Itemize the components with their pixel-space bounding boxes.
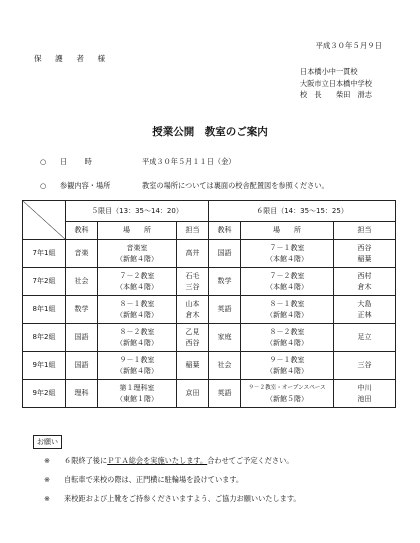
teacher-cell-line: 西谷 — [185, 338, 200, 347]
notes-label: お願い — [33, 435, 62, 449]
place-cell — [98, 352, 177, 380]
teacher-cell-line: 石毛 — [185, 271, 200, 280]
place-cell — [241, 324, 334, 352]
note-item — [44, 494, 301, 504]
teacher-cell — [334, 324, 396, 352]
table-row — [23, 324, 396, 352]
place-cell-line: ９－２教室・オープンスペース — [248, 384, 326, 391]
teacher-cell-line: 池田 — [357, 394, 372, 403]
place-cell — [98, 268, 177, 296]
teacher-cell — [334, 352, 396, 380]
note-text: ６限終了後に — [64, 456, 108, 465]
note-text: 合わせてご予定ください。 — [207, 456, 294, 465]
class-cell: 8年2組 — [23, 324, 66, 352]
table-subheader-row — [23, 222, 396, 240]
subject-cell: 英語 — [209, 380, 241, 408]
class-cell: 7年2組 — [23, 268, 66, 296]
place-cell-line: （新館４階） — [266, 338, 309, 347]
col-place: 場 所 — [98, 222, 177, 240]
teacher-cell-line: 倉木 — [357, 282, 372, 291]
place-cell-line: ７－２教室 — [269, 271, 305, 280]
teacher-cell-line: 稲葉 — [185, 361, 200, 369]
subject-cell: 社会 — [209, 352, 241, 380]
place-cell-line: 音楽室 — [126, 243, 148, 252]
corner-cell — [23, 201, 66, 240]
place-cell-line: ９－１教室 — [269, 355, 305, 364]
teacher-cell-line: 京田 — [185, 389, 200, 397]
circle-bullet-icon: ○ — [40, 157, 47, 166]
place-cell-line: ８－１教室 — [119, 299, 155, 308]
teacher-cell — [177, 380, 209, 408]
teacher-cell-line: 大島 — [357, 299, 372, 308]
place-cell-line: ８－１教室 — [269, 299, 305, 308]
place-cell-line: （新館４階） — [116, 310, 158, 319]
note-item — [44, 475, 243, 485]
info-value: 平成３０年５月１１日（金） — [142, 157, 236, 166]
info-date-row — [40, 157, 235, 167]
place-cell-line: ７－１教室 — [269, 243, 305, 252]
col-subject: 教科 — [66, 222, 98, 240]
class-cell: 9年2組 — [23, 380, 66, 408]
note-item — [44, 456, 293, 466]
place-cell-line: （新館４階） — [266, 366, 309, 375]
info-label: 参観内容・場所 — [60, 181, 111, 190]
col-teacher: 担当 — [177, 222, 209, 240]
teacher-cell — [177, 296, 209, 324]
teacher-cell-line: 山本 — [185, 299, 200, 308]
table-row — [23, 240, 396, 268]
teacher-cell-line: 高井 — [185, 249, 200, 257]
subject-cell: 数学 — [66, 296, 98, 324]
note-text-underlined: ＰＴＡ総会を実施いたします。 — [107, 456, 208, 465]
teacher-cell-line: 西村 — [357, 271, 372, 280]
place-cell — [98, 296, 177, 324]
sender-block — [300, 66, 372, 101]
note-text: 来校距および上靴をご持参くださいますよう、ご協力お願いいたします。 — [64, 494, 301, 503]
place-cell-line: （本館４階） — [116, 282, 158, 291]
table-header-row — [23, 201, 396, 222]
place-cell-line: 第１理科室 — [119, 383, 155, 392]
table-row — [23, 268, 396, 296]
period5-header: ５限目（13：35～14：20） — [66, 201, 209, 222]
place-cell — [241, 268, 334, 296]
teacher-cell-line: 三谷 — [357, 361, 372, 369]
info-place-row — [40, 181, 329, 191]
teacher-cell-line: 中川 — [357, 383, 372, 392]
place-cell-line: ８－２教室 — [119, 327, 155, 336]
recipient: 保 護 者 様 — [34, 54, 109, 63]
teacher-cell — [177, 352, 209, 380]
subject-cell: 国語 — [66, 352, 98, 380]
teacher-cell — [334, 240, 396, 268]
place-cell-line: （新館４階） — [116, 254, 158, 263]
place-cell — [98, 324, 177, 352]
info-value: 教室の場所については裏面の校舎配置図を参照ください。 — [142, 181, 329, 190]
subject-cell: 理科 — [66, 380, 98, 408]
table-row — [23, 380, 396, 408]
place-cell-line: ７－２教室 — [119, 271, 155, 280]
teacher-cell-line: 三谷 — [185, 282, 200, 291]
period6-header: ６限目（14：35～15：25） — [209, 201, 396, 222]
note-mark: ※ — [44, 494, 51, 503]
teacher-cell-line: 倉木 — [185, 310, 200, 319]
place-cell-line: （本館４階） — [266, 282, 309, 291]
page-title: 授業公開 教室のご案内 — [152, 126, 268, 138]
subject-cell: 英語 — [209, 296, 241, 324]
sender-line: 校 長 柴田 滑志 — [300, 90, 372, 99]
subject-cell: 国語 — [209, 240, 241, 268]
col-teacher: 担当 — [334, 222, 396, 240]
place-cell-line: ８－２教室 — [269, 327, 305, 336]
class-cell: 7年1組 — [23, 240, 66, 268]
note-mark: ※ — [44, 475, 51, 484]
sender-line: 大阪市立日本橋中学校 — [300, 78, 372, 88]
place-cell — [98, 380, 177, 408]
teacher-cell-line: 稲葉 — [357, 254, 372, 263]
place-cell-line: ９－１教室 — [119, 355, 155, 364]
teacher-cell — [177, 240, 209, 268]
info-label: 日 時 — [60, 157, 93, 166]
teacher-cell — [177, 324, 209, 352]
place-cell-line: （東館１階） — [116, 394, 158, 403]
teacher-cell-line: 正林 — [357, 310, 372, 319]
teacher-cell-line: 乙見 — [185, 327, 200, 336]
place-cell-line: （新館５階） — [266, 394, 309, 403]
table-row — [23, 352, 396, 380]
table-row — [23, 296, 396, 324]
class-cell: 8年1組 — [23, 296, 66, 324]
subject-cell: 音楽 — [66, 240, 98, 268]
place-cell-line: （新館４階） — [116, 338, 158, 347]
col-subject: 教科 — [209, 222, 241, 240]
teacher-cell — [334, 380, 396, 408]
subject-cell: 家庭 — [209, 324, 241, 352]
teacher-cell — [177, 268, 209, 296]
place-cell-line: （本館４階） — [266, 254, 309, 263]
subject-cell: 社会 — [66, 268, 98, 296]
teacher-cell-line: 足立 — [357, 333, 372, 341]
sender-line: 日本橋小中一貫校 — [300, 67, 358, 76]
place-cell — [98, 240, 177, 268]
schedule-table — [22, 200, 396, 408]
subject-cell: 国語 — [66, 324, 98, 352]
note-mark: ※ — [44, 456, 51, 465]
note-text: 自転車で来校の際は、正門横に駐輪場を設けています。 — [64, 475, 244, 484]
document-date: 平成３０年５月９日 — [315, 41, 382, 50]
place-cell — [241, 296, 334, 324]
subject-cell: 数学 — [209, 268, 241, 296]
place-cell — [241, 380, 334, 408]
place-cell-line: （新館４階） — [116, 366, 158, 375]
teacher-cell — [334, 296, 396, 324]
teacher-cell-line: 西谷 — [357, 243, 372, 252]
place-cell-line: （新館４階） — [266, 310, 309, 319]
place-cell — [241, 240, 334, 268]
teacher-cell — [334, 268, 396, 296]
class-cell: 9年1組 — [23, 352, 66, 380]
circle-bullet-icon: ○ — [40, 181, 47, 190]
place-cell — [241, 352, 334, 380]
col-place: 場 所 — [241, 222, 334, 240]
